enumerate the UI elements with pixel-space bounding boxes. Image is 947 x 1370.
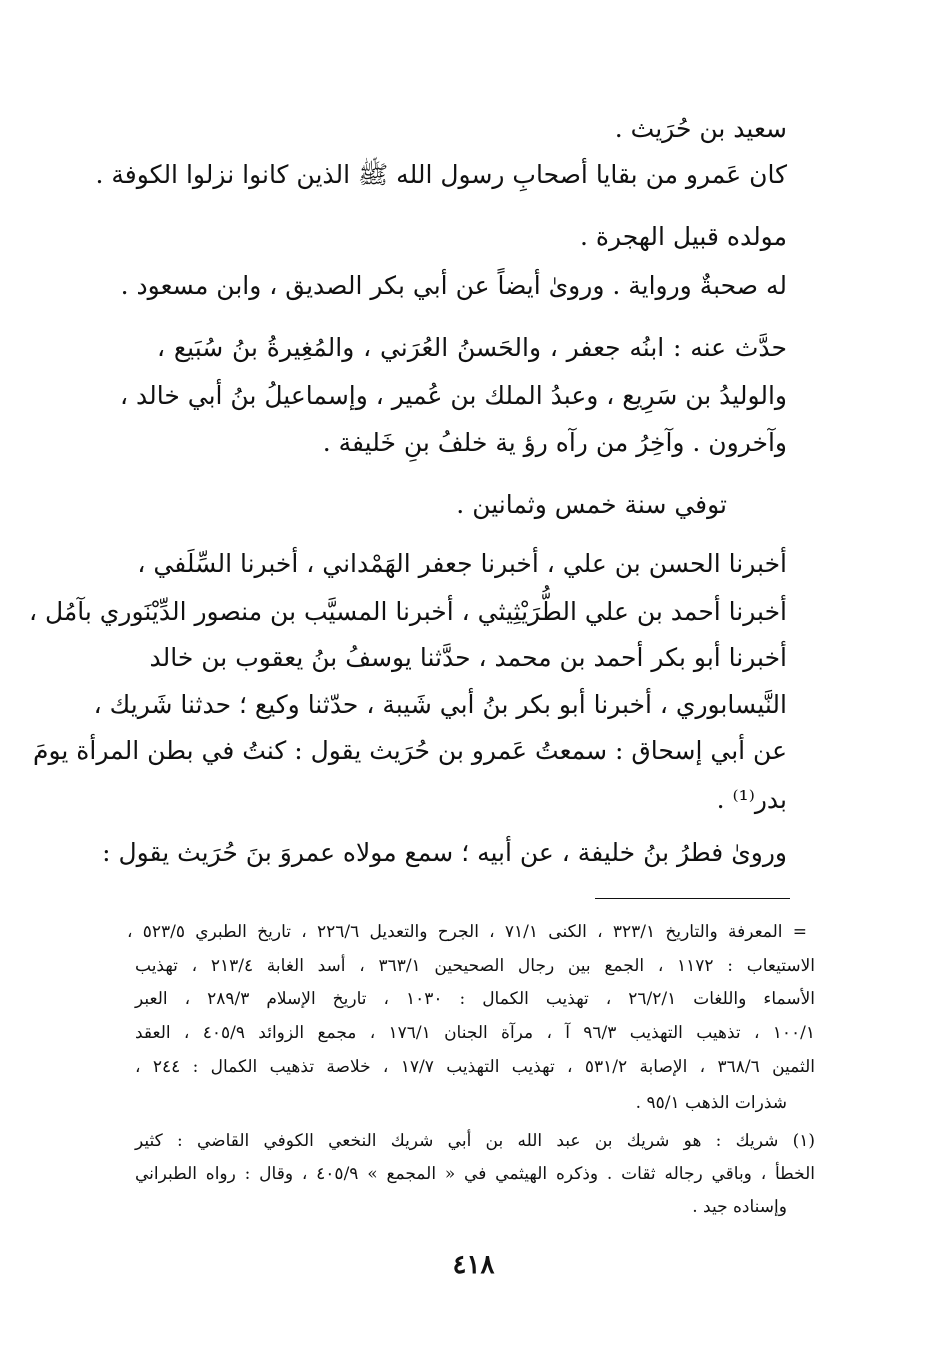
text-line: سعيد بن حُرَيث .	[614, 114, 787, 143]
footnote-line: وإسناده جيد .	[692, 1197, 787, 1217]
footnote-line: ١٠٠/١ ، تذهيب التهذيب ٩٦/٣ آ ، مرآة الجنان ١٧٦/١ ، مجمع الزوائد ٤٠٥/٩ ، العقد	[135, 1023, 816, 1043]
text-line: له صحبةٌ ورواية . وروىٰ أيضاً عن أبي بكر الصديق ، وابن مسعود .	[120, 271, 787, 300]
text-line: توفي سنة خمس وثمانين .	[456, 490, 727, 519]
text-line: حدَّث عنه : ابنُه جعفر ، والحَسنُ العُرَني ، والمُغِيرةُ بنُ سُبَيع ،	[157, 333, 787, 362]
text-line: والوليدُ بن سَرِيع ، وعبدُ الملك بن عُمير ، وإسماعيلُ بنُ أبي خالد ،	[119, 381, 787, 410]
footnote-line: الاستيعاب : ١١٧٢ ، الجمع بين رجال الصحيحين ٣٦٣/١ ، أسد الغابة ٢١٣/٤ ، تهذيب	[135, 956, 816, 976]
footnote-line: الثمين ٣٦٨/٦ ، الإصابة ٥٣١/٢ ، تهذيب التهذيب ١٧/٧ ، خلاصة تذهيب الكمال : ٢٤٤ ،	[135, 1057, 816, 1077]
text-line: أخبرنا الحسن بن علي ، أخبرنا جعفر الهَمْداني ، أخبرنا السِّلَفي ،	[137, 549, 787, 578]
text-line: النَّيسابوري ، أخبرنا أبو بكر بنُ أبي شَيبة ، حدّثنا وكيع ؛ حدثنا شَريك ،	[93, 690, 787, 719]
footnote-separator	[595, 898, 790, 899]
text-line: أخبرنا أحمد بن علي الطُّرَيْثِيثي ، أخبرنا المسيَّب بن منصور الدِّيْنَوري بآمُل ،	[28, 597, 787, 626]
text-line: وآخرون . وآخِرُ من رآه رؤ ية خلفُ بنِ خَليفة .	[322, 428, 787, 457]
text-line: أخبرنا أبو بكر أحمد بن محمد ، حدَّثنا يوسفُ بنُ يعقوب بن خالد	[149, 643, 787, 672]
text-line: عن أبي إسحاق : سمعتُ عَمرو بن حُرَيث يقول : كنتُ في بطن المرأة يومَ	[33, 736, 787, 765]
text-line: وروىٰ فطرُ بنُ خليفة ، عن أبيه ؛ سمع مولاه عمروَ بنَ حُرَيث يقول :	[102, 838, 787, 867]
footnote-line: الخطأ ، وباقي رجاله ثقات . وذكره الهيثمي في « المجمع » ٤٠٥/٩ ، وقال : رواه الطبراني	[135, 1164, 815, 1184]
text-line: كان عَمرو من بقايا أصحابِ رسول الله ﷺ الذين كانوا نزلوا الكوفة .	[95, 160, 787, 189]
text-line: مولده قبيل الهجرة .	[579, 222, 787, 251]
footnote-line: (١) شريك : هو شريك بن عبد الله بن أبي شريك النخعي الكوفي القاضي : كثير	[135, 1131, 815, 1151]
footnote-line: الأسماء واللغات ٢٦/٢/١ ، تهذيب الكمال : ١٠٣٠ ، تاريخ الإسلام ٢٨٩/٣ ، العبر	[135, 989, 815, 1009]
text-line: بدر⁽¹⁾ .	[716, 785, 787, 814]
footnote-line: شذرات الذهب ٩٥/١ .	[635, 1093, 787, 1113]
page-number: ٤١٨	[452, 1250, 495, 1280]
footnote-line: = المعرفة والتاريخ ٣٢٣/١ ، الكنى ٧١/١ ، الجرح والتعديل ٢٢٦/٦ ، تاريخ الطبري ٥٢٣/٥ ،	[127, 922, 807, 942]
